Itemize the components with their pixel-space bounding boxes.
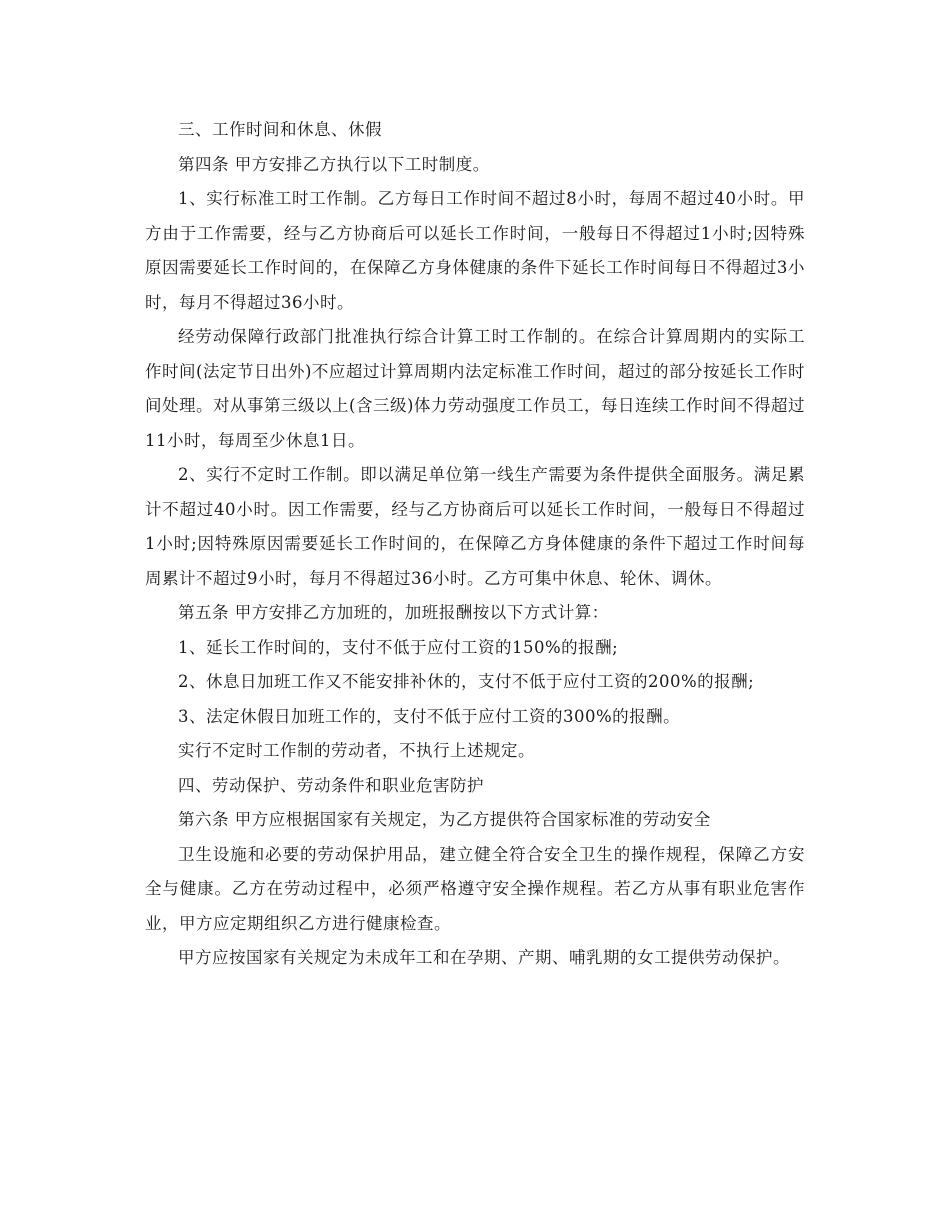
- article-6-title: 第六条 甲方应根据国家有关规定，为乙方提供符合国家标准的劳动安全: [178, 810, 711, 829]
- article-5-title: 第五条 甲方安排乙方加班的，加班报酬按以下方式计算：: [178, 603, 609, 622]
- article-6-body: 卫生设施和必要的劳动保护用品，建立健全符合安全卫生的操作规程，保障乙方安全与健康。乙方在劳动过程中，必须严格遵守安全操作规程。若乙方从事有职业危害作业，甲方应定期组织乙方进行健康检查。: [145, 844, 805, 933]
- section-heading-work-hours: 三、工作时间和休息、休假: [178, 120, 382, 139]
- article-4-comprehensive-hours: 经劳动保障行政部门批准执行综合计算工时工作制的。在综合计算周期内的实际工作时间(法定节日出外)不应超过计算周期内法定标准工作时间，超过的部分按延长工作时间处理。对从事第三级以上(含三级)体力劳动强度工作员工，每日连续工作时间不得超过11小时，每周至少休息1日。: [145, 327, 805, 450]
- article-4-item-1: 1、实行标准工时工作制。乙方每日工作时间不超过8小时，每周不超过40小时。甲方由于工作需要，经与乙方协商后可以延长工作时间，一般每日不得超过1小时;因特殊原因需要延长工作时间的，在保障乙方身体健康的条件下延长工作时间每日不得超过3小时，每月不得超过36小时。: [145, 189, 805, 312]
- section-heading-labor-protection: 四、劳动保护、劳动条件和职业危害防护: [178, 775, 484, 795]
- article-5-item-3: 3、法定休假日加班工作的，支付不低于应付工资的300%的报酬。: [178, 706, 681, 726]
- article-4-title: 第四条 甲方安排乙方执行以下工时制度。: [178, 154, 490, 174]
- document-body: [145, 113, 805, 976]
- article-5-note: 实行不定时工作制的劳动者，不执行上述规定。: [178, 741, 535, 760]
- article-5-item-2: 2、休息日加班工作又不能安排补休的，支付不低于应付工资的200%的报酬;: [178, 672, 755, 691]
- article-5-item-1: 1、延长工作时间的，支付不低于应付工资的150%的报酬;: [178, 637, 619, 657]
- article-4-item-2: 2、实行不定时工作制。即以满足单位第一线生产需要为条件提供全面服务。满足累计不超过40小时。因工作需要，经与乙方协商后可以延长工作时间，一般每日不得超过1小时;因特殊原因需要延长工作时间的，在保障乙方身体健康的条件下超过工作时间每周累计不超过9小时，每月不得超过36小时。乙方可集中休息、轮休、调休。: [145, 465, 805, 588]
- article-6-special-protection: 甲方应按国家有关规定为未成年工和在孕期、产期、哺乳期的女工提供劳动保护。: [178, 948, 790, 967]
